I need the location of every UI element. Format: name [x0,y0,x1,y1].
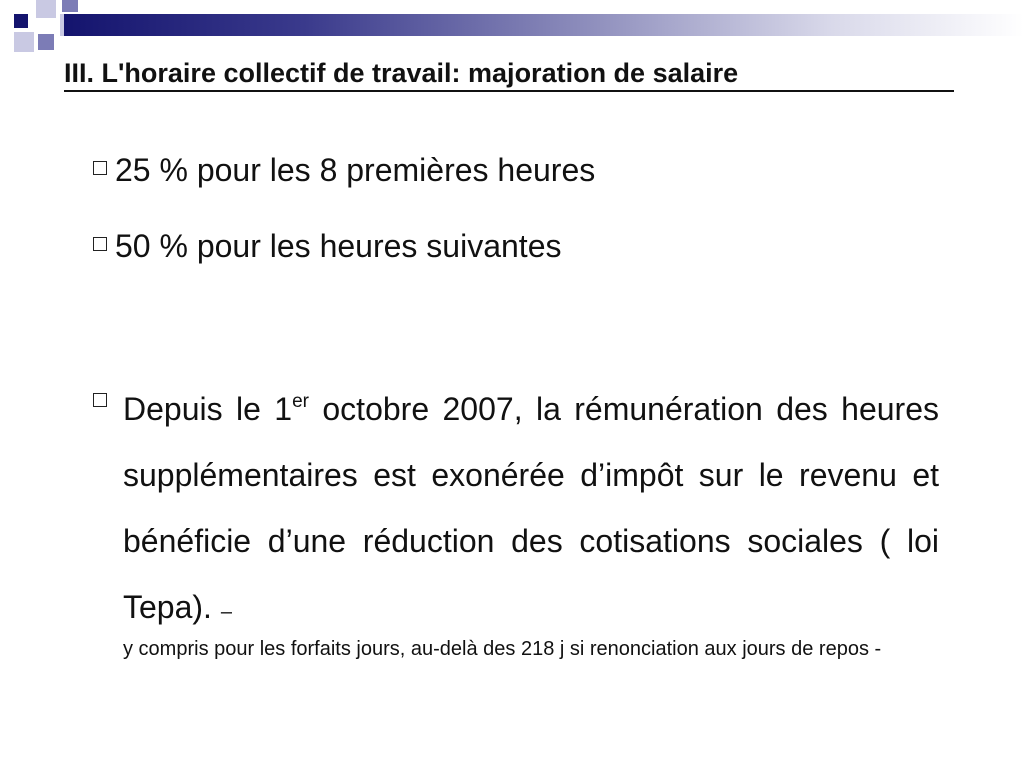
header-square-dark-1 [14,14,28,28]
header-gradient-bar [64,14,1024,36]
header-square-mid-1 [62,0,78,12]
bullet-text-2: 50 % pour les heures suivantes [115,228,562,264]
square-bullet-icon [93,393,107,407]
superscript-er: er [292,391,309,412]
bullet-text-3-dash: – [220,601,232,623]
square-bullet-icon [93,237,107,251]
title-underline [64,90,954,92]
bullet-item-1 [93,150,595,190]
header-square-mid-2 [38,34,54,50]
bullet-text-3-start: Depuis le 1 [123,391,293,427]
bullet-text-3-main: octobre 2007, la rémunération des heures supplémentaires est exonérée d’impôt sur le revenu et bénéficie d’une réduction des cotisations sociales ( loi Tepa). [123,391,940,625]
header-square-light-1 [36,0,56,18]
bullet-item-3 [93,376,939,670]
square-bullet-icon [93,161,107,175]
bullet-item-2 [93,226,561,266]
bullet-text-3 [123,376,939,640]
bullet-text-1: 25 % pour les 8 premières heures [115,152,596,188]
slide-title: III. L'horaire collectif de travail: majoration de salaire [64,58,739,88]
bullet-text-3-note: y compris pour les forfaits jours, au-delà des 218 j si renonciation aux jours de repos - [123,638,882,660]
header-square-light-2 [14,32,34,52]
